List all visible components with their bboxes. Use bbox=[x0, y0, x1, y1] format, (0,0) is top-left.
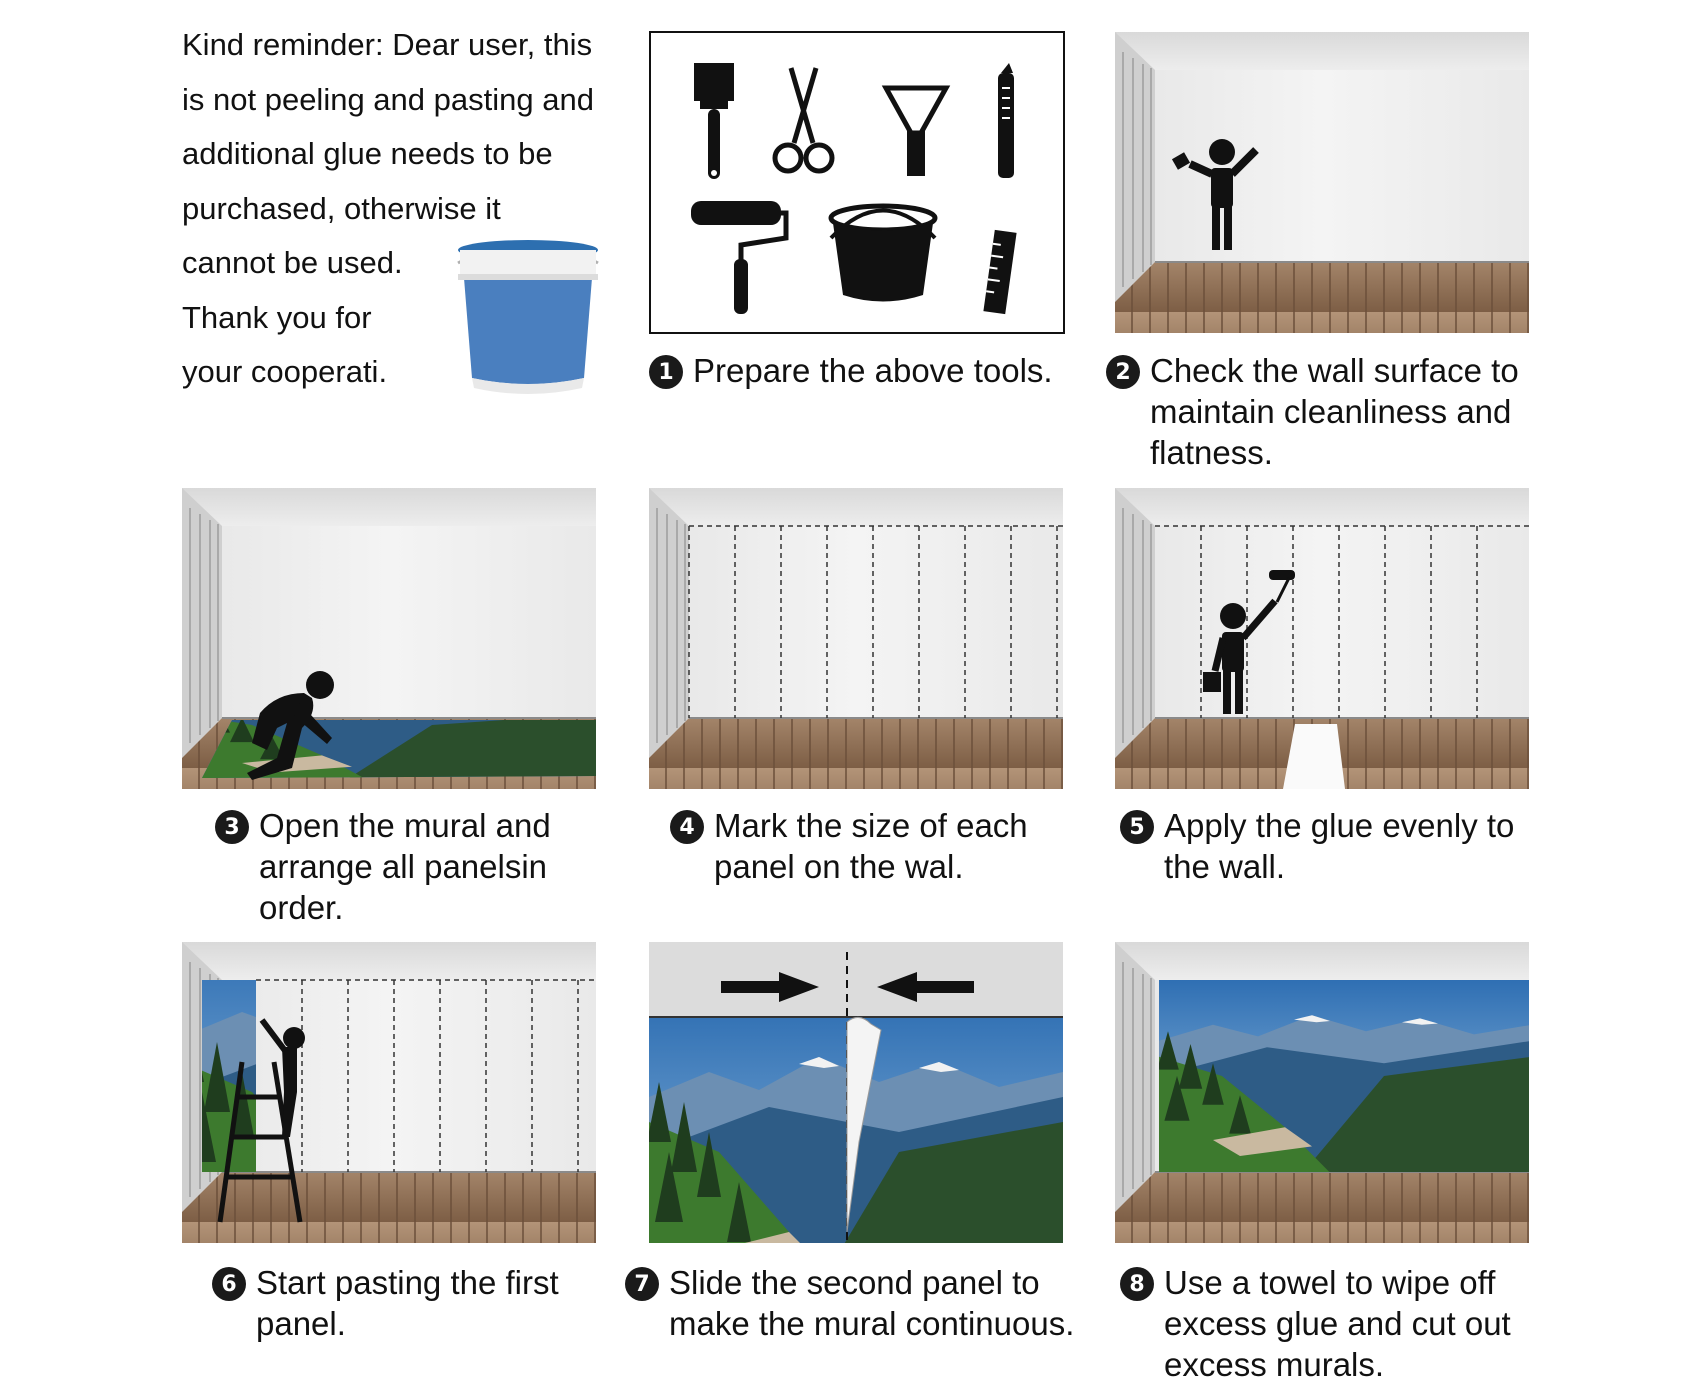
step-5 bbox=[1120, 805, 1545, 887]
step-text: Prepare the above tools. bbox=[693, 352, 1053, 389]
step-text: Open the mural and arrange all panelsin order. bbox=[259, 807, 551, 926]
step-number: 2 bbox=[1106, 355, 1140, 389]
step-1 bbox=[649, 350, 1089, 391]
wall-check-image bbox=[1115, 32, 1529, 333]
reminder-line: is not peeling and pasting and bbox=[182, 81, 594, 117]
step-number: 3 bbox=[215, 810, 249, 844]
step-8 bbox=[1120, 1262, 1560, 1385]
step-number: 7 bbox=[625, 1267, 659, 1301]
step-6 bbox=[212, 1262, 612, 1344]
slide-panel-image bbox=[649, 942, 1063, 1243]
reminder-line: purchased, otherwise it bbox=[182, 190, 501, 226]
step-3 bbox=[215, 805, 585, 928]
mark-panels-image bbox=[649, 488, 1063, 789]
glue-bucket-icon bbox=[448, 228, 608, 398]
paint-brush-icon bbox=[694, 63, 734, 179]
scraper-icon bbox=[886, 88, 946, 176]
water-bucket-icon bbox=[831, 206, 935, 302]
scissors-icon bbox=[775, 68, 832, 171]
finished-mural-image bbox=[1115, 942, 1529, 1243]
step-text: Use a towel to wipe off excess glue and cut out excess murals. bbox=[1164, 1264, 1511, 1383]
step-number: 8 bbox=[1120, 1267, 1154, 1301]
reminder-line: additional glue needs to be bbox=[182, 136, 553, 171]
step-number: 5 bbox=[1120, 810, 1154, 844]
step-number: 6 bbox=[212, 1267, 246, 1301]
apply-glue-image bbox=[1115, 488, 1529, 789]
step-2 bbox=[1106, 350, 1531, 473]
step-number: 4 bbox=[670, 810, 704, 844]
step-number: 1 bbox=[649, 355, 683, 389]
step-text: Mark the size of each panel on the wal. bbox=[714, 807, 1028, 885]
step-text: Slide the second panel to make the mural continuous. bbox=[669, 1264, 1075, 1342]
step-4 bbox=[670, 805, 1065, 887]
reminder-line: Kind reminder: Dear user, this bbox=[182, 27, 593, 62]
tools-panel bbox=[649, 31, 1065, 334]
first-panel-image bbox=[182, 942, 596, 1243]
step-text: Apply the glue evenly to the wall. bbox=[1164, 807, 1515, 885]
step-text: Start pasting the first panel. bbox=[256, 1264, 559, 1342]
reminder-line: cannot be used. bbox=[182, 245, 403, 280]
utility-knife-icon bbox=[998, 63, 1014, 178]
reminder-line: your cooperati. bbox=[182, 354, 388, 389]
open-mural-image bbox=[182, 488, 596, 789]
reminder-line: Thank you for bbox=[182, 299, 372, 335]
step-7 bbox=[625, 1262, 1095, 1344]
ruler-icon bbox=[983, 230, 1016, 314]
paint-roller-icon bbox=[691, 201, 786, 314]
step-text: Check the wall surface to maintain cleanliness and flatness. bbox=[1150, 352, 1519, 471]
